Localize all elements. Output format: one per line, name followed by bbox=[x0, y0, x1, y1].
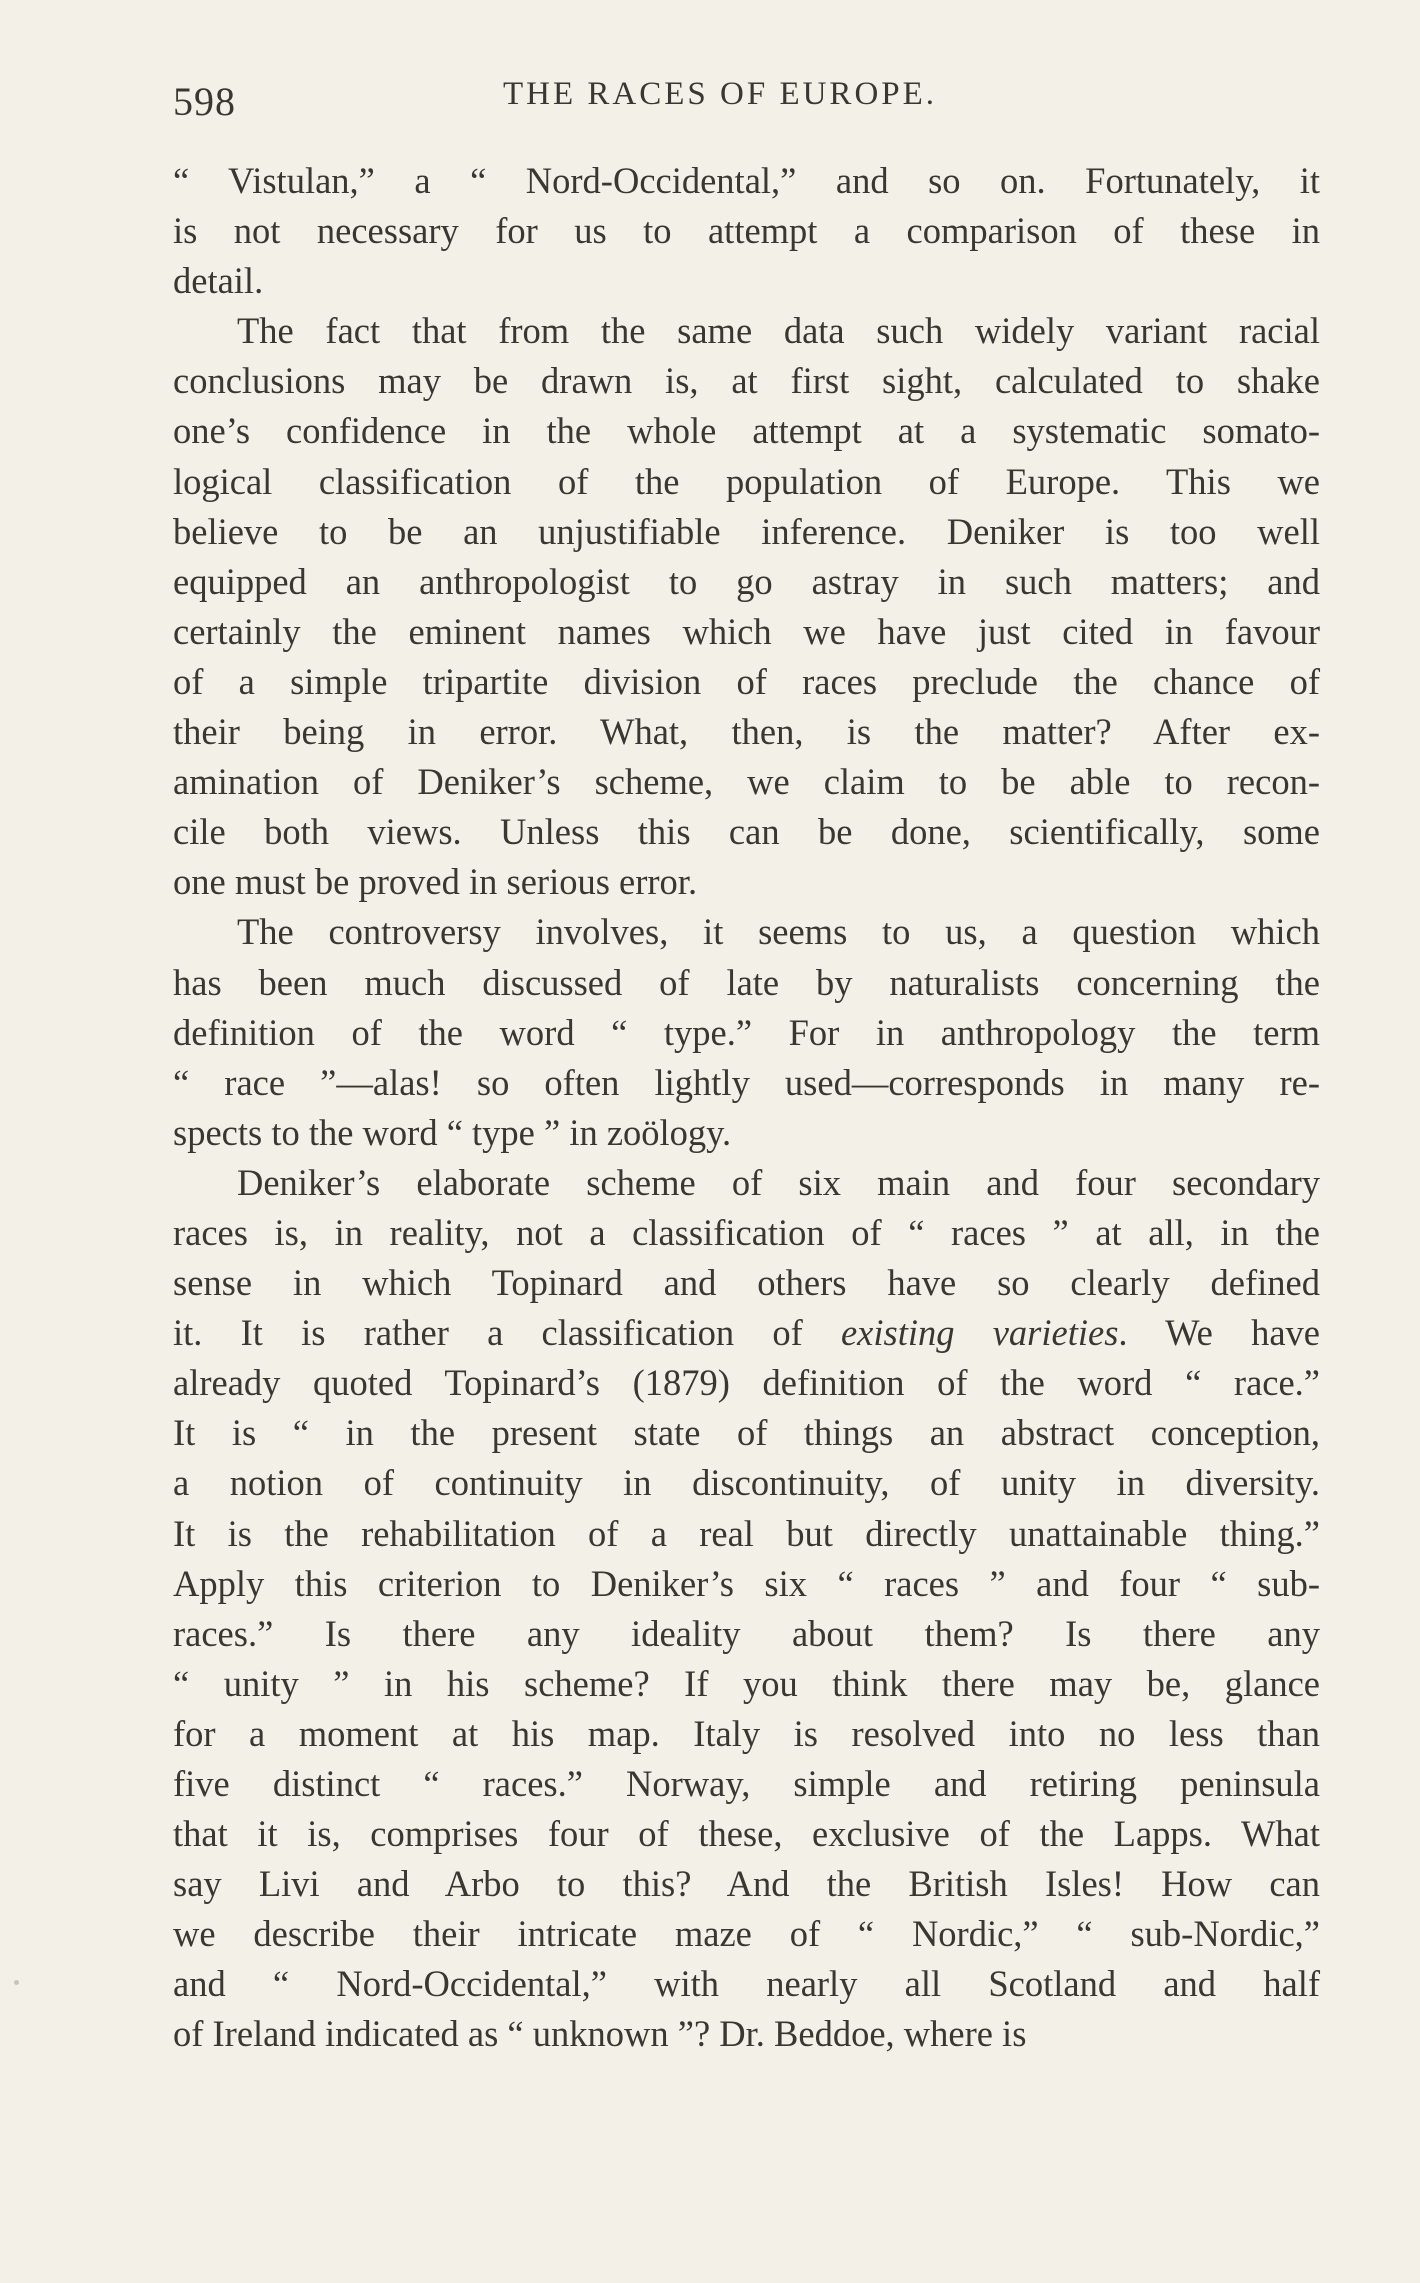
text-line: certainly the eminent names which we have just cited in favour bbox=[173, 610, 1320, 652]
text-line: it. It is rather a classification of existing varieties. We have bbox=[173, 1312, 1320, 1354]
text-line: their being in error. What, then, is the matter? After ex- bbox=[173, 711, 1320, 753]
text-line: The fact that from the same data such widely variant racial bbox=[237, 310, 1320, 352]
paragraph bbox=[173, 1158, 1320, 2060]
text-line: has been much discussed of late by naturalists concerning the bbox=[173, 961, 1320, 1003]
text-line: equipped an anthropologist to go astray in such matters; and bbox=[173, 560, 1320, 602]
text-line: races.” Is there any ideality about them? Is there any bbox=[173, 1612, 1320, 1654]
text-line: is not necessary for us to attempt a comparison of these in bbox=[173, 210, 1320, 252]
text-line: Deniker’s elaborate scheme of six main and four secondary bbox=[237, 1161, 1320, 1203]
italic-phrase: existing varieties bbox=[840, 1312, 1119, 1354]
text-line: “ Vistulan,” a “ Nord-Occidental,” and so on. Fortunately, it bbox=[173, 160, 1320, 201]
text-line: definition of the word “ type.” For in anthropology the term bbox=[173, 1011, 1320, 1053]
text-line: It is “ in the present state of things an abstract conception, bbox=[173, 1412, 1320, 1454]
text-line: Apply this criterion to Deniker’s six “ races ” and four “ sub- bbox=[173, 1562, 1320, 1604]
paper-speck bbox=[14, 1980, 19, 1985]
text-line: believe to be an unjustifiable inference. Deniker is too well bbox=[173, 510, 1320, 552]
text-line: and “ Nord-Occidental,” with nearly all Scotland and half bbox=[173, 1963, 1320, 2005]
text-line: of Ireland indicated as “ unknown ”? Dr. Beddoe, where is bbox=[173, 2013, 1027, 2055]
text-line: sense in which Topinard and others have so clearly defined bbox=[173, 1262, 1320, 1304]
text-line: already quoted Topinard’s (1879) definition of the word “ race.” bbox=[173, 1362, 1320, 1404]
text-line: The controversy involves, it seems to us, a question which bbox=[237, 911, 1320, 953]
paragraph bbox=[173, 907, 1320, 1157]
text-line: of a simple tripartite division of races preclude the chance of bbox=[173, 660, 1320, 702]
running-head: THE RACES OF EUROPE. bbox=[503, 76, 938, 112]
body-text bbox=[173, 156, 1320, 2060]
text-line: one’s confidence in the whole attempt at a systematic somato- bbox=[173, 410, 1320, 452]
text-line: spects to the word “ type ” in zoölogy. bbox=[173, 1111, 732, 1153]
text-line: we describe their intricate maze of “ Nordic,” “ sub-Nordic,” bbox=[173, 1913, 1320, 1955]
text-line: logical classification of the population of Europe. This we bbox=[173, 460, 1320, 502]
text-line: “ unity ” in his scheme? If you think there may be, glance bbox=[173, 1662, 1320, 1704]
text-line: say Livi and Arbo to this? And the British Isles! How can bbox=[173, 1863, 1320, 1905]
text-line: amination of Deniker’s scheme, we claim to be able to recon- bbox=[173, 761, 1320, 803]
text-line: for a moment at his map. Italy is resolved into no less than bbox=[173, 1712, 1320, 1754]
text-line: “ race ”—alas! so often lightly used—corresponds in many re- bbox=[173, 1061, 1320, 1103]
paragraph bbox=[173, 306, 1320, 907]
text-line: that it is, comprises four of these, exclusive of the Lapps. What bbox=[173, 1813, 1320, 1855]
page-number: 598 bbox=[173, 79, 236, 124]
text-line: conclusions may be drawn is, at first sight, calculated to shake bbox=[173, 360, 1320, 402]
page-header bbox=[173, 70, 1320, 124]
text-line: races is, in reality, not a classification of “ races ” at all, in the bbox=[173, 1211, 1320, 1253]
text-line: cile both views. Unless this can be done, scientifically, some bbox=[173, 811, 1320, 853]
text-line: It is the rehabilitation of a real but directly unattainable thing.” bbox=[173, 1512, 1320, 1554]
text-line: a notion of continuity in discontinuity, of unity in diversity. bbox=[173, 1462, 1320, 1504]
paragraph bbox=[173, 156, 1320, 306]
text-line: detail. bbox=[173, 260, 264, 302]
text-line: one must be proved in serious error. bbox=[173, 861, 698, 903]
text-line: five distinct “ races.” Norway, simple and retiring peninsula bbox=[173, 1763, 1320, 1804]
